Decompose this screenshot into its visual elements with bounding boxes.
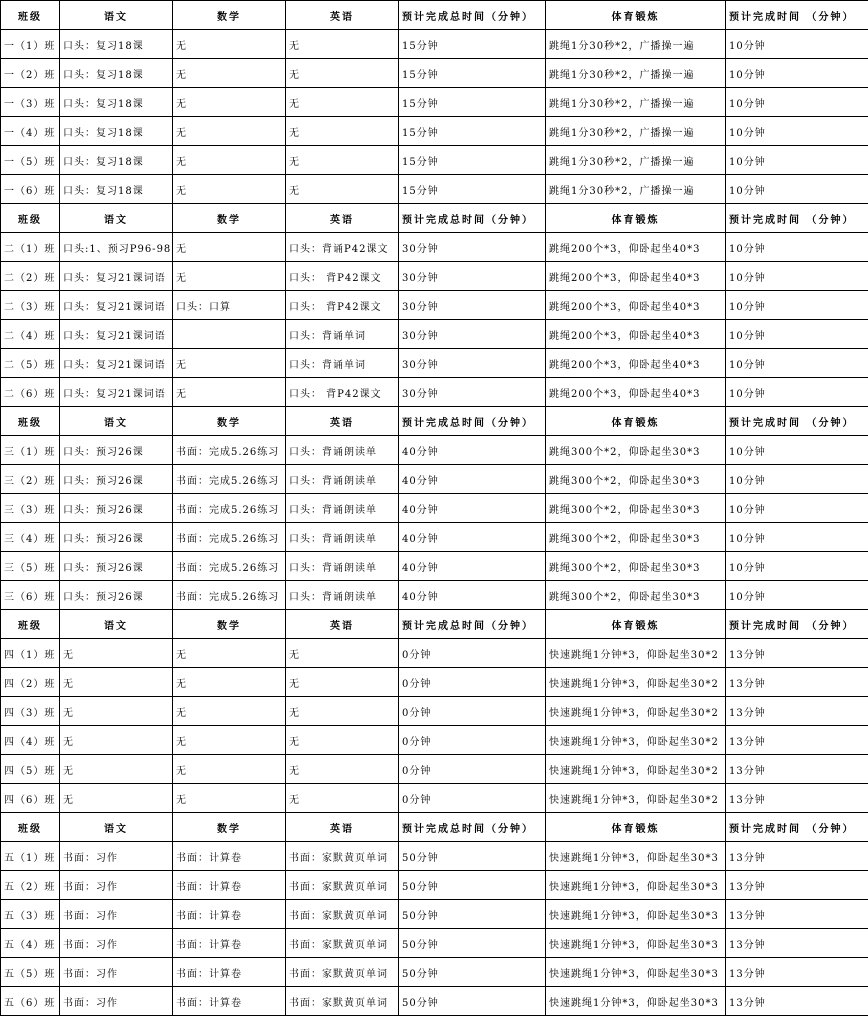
table-row — [1, 755, 868, 784]
cell-pe-time: 10分钟 — [726, 175, 868, 204]
cell-total-time: 40分钟 — [399, 436, 546, 465]
header-total-time: 预计完成总时间（分钟） — [399, 1, 546, 30]
cell-class: 五（4）班 — [1, 929, 60, 958]
cell-math: 书面：计算卷 — [173, 842, 286, 871]
cell-chinese: 口头：预习26课 — [60, 523, 173, 552]
cell-class: 二（3）班 — [1, 291, 60, 320]
cell-class: 四（5）班 — [1, 755, 60, 784]
header-class: 班级 — [1, 407, 60, 436]
cell-chinese: 书面：习作 — [60, 987, 173, 1016]
cell-pe-time: 10分钟 — [726, 320, 868, 349]
cell-pe-time: 10分钟 — [726, 378, 868, 407]
cell-pe-exercise: 快速跳绳1分钟*3，仰卧起坐30*2 — [546, 697, 726, 726]
table-row — [1, 639, 868, 668]
cell-english: 书面：家默黄页单词 — [286, 871, 399, 900]
cell-class: 二（6）班 — [1, 378, 60, 407]
cell-pe-time: 10分钟 — [726, 233, 868, 262]
table-row — [1, 146, 868, 175]
cell-class: 四（2）班 — [1, 668, 60, 697]
header-class: 班级 — [1, 1, 60, 30]
table-row — [1, 436, 868, 465]
cell-math: 无 — [173, 349, 286, 378]
cell-class: 五（3）班 — [1, 900, 60, 929]
cell-english: 无 — [286, 175, 399, 204]
cell-pe-exercise: 跳绳1分30秒*2，广播操一遍 — [546, 117, 726, 146]
cell-total-time: 0分钟 — [399, 668, 546, 697]
cell-total-time: 15分钟 — [399, 88, 546, 117]
table-row — [1, 987, 868, 1016]
table-row — [1, 929, 868, 958]
cell-math: 书面：计算卷 — [173, 987, 286, 1016]
cell-pe-time: 13分钟 — [726, 784, 868, 813]
cell-english: 口头： 背P42课文 — [286, 291, 399, 320]
header-pe-exercise: 体育锻炼 — [546, 407, 726, 436]
cell-pe-exercise: 快速跳绳1分钟*3，仰卧起坐30*3 — [546, 958, 726, 987]
cell-pe-time: 13分钟 — [726, 755, 868, 784]
cell-pe-time: 10分钟 — [726, 436, 868, 465]
cell-class: 四（6）班 — [1, 784, 60, 813]
cell-total-time: 0分钟 — [399, 639, 546, 668]
cell-total-time: 50分钟 — [399, 987, 546, 1016]
cell-english: 书面：家默黄页单词 — [286, 958, 399, 987]
cell-class: 二（5）班 — [1, 349, 60, 378]
cell-pe-time: 10分钟 — [726, 88, 868, 117]
cell-total-time: 50分钟 — [399, 842, 546, 871]
header-row — [1, 610, 868, 639]
cell-total-time: 40分钟 — [399, 581, 546, 610]
cell-chinese: 口头：复习21课词语 — [60, 320, 173, 349]
table-row — [1, 175, 868, 204]
cell-pe-time: 10分钟 — [726, 59, 868, 88]
header-row — [1, 407, 868, 436]
header-pe-time: 预计完成时间 （分钟） — [726, 813, 868, 842]
header-row — [1, 813, 868, 842]
cell-total-time: 50分钟 — [399, 900, 546, 929]
cell-chinese: 书面：习作 — [60, 929, 173, 958]
cell-class: 五（1）班 — [1, 842, 60, 871]
cell-class: 一（4）班 — [1, 117, 60, 146]
cell-pe-time: 13分钟 — [726, 668, 868, 697]
cell-total-time: 15分钟 — [399, 117, 546, 146]
cell-chinese: 口头：复习18课 — [60, 175, 173, 204]
cell-pe-exercise: 跳绳300个*2，仰卧起坐30*3 — [546, 581, 726, 610]
cell-math: 无 — [173, 378, 286, 407]
cell-chinese: 无 — [60, 784, 173, 813]
cell-class: 五（6）班 — [1, 987, 60, 1016]
cell-math: 无 — [173, 59, 286, 88]
header-pe-time: 预计完成时间 （分钟） — [726, 610, 868, 639]
header-english: 英语 — [286, 204, 399, 233]
table-row — [1, 262, 868, 291]
cell-pe-exercise: 快速跳绳1分钟*3，仰卧起坐30*3 — [546, 871, 726, 900]
header-pe-exercise: 体育锻炼 — [546, 813, 726, 842]
cell-english: 口头：背诵单词 — [286, 349, 399, 378]
cell-math: 无 — [173, 639, 286, 668]
cell-math: 书面：完成5.26练习 — [173, 552, 286, 581]
cell-pe-exercise: 快速跳绳1分钟*3，仰卧起坐30*2 — [546, 755, 726, 784]
cell-pe-exercise: 快速跳绳1分钟*3，仰卧起坐30*2 — [546, 726, 726, 755]
header-chinese: 语文 — [60, 407, 173, 436]
cell-english: 口头：背诵朗读单 — [286, 465, 399, 494]
cell-english: 无 — [286, 639, 399, 668]
cell-chinese: 书面：习作 — [60, 842, 173, 871]
cell-pe-exercise: 跳绳200个*3，仰卧起坐40*3 — [546, 262, 726, 291]
cell-pe-exercise: 跳绳1分30秒*2，广播操一遍 — [546, 30, 726, 59]
cell-total-time: 50分钟 — [399, 929, 546, 958]
cell-english: 书面：家默黄页单词 — [286, 987, 399, 1016]
cell-class: 一（3）班 — [1, 88, 60, 117]
cell-total-time: 0分钟 — [399, 784, 546, 813]
header-math: 数学 — [173, 407, 286, 436]
cell-chinese: 口头：复习21课词语 — [60, 378, 173, 407]
table-row — [1, 320, 868, 349]
cell-class: 二（1）班 — [1, 233, 60, 262]
cell-pe-time: 13分钟 — [726, 958, 868, 987]
table-row — [1, 30, 868, 59]
header-class: 班级 — [1, 610, 60, 639]
cell-total-time: 0分钟 — [399, 755, 546, 784]
header-row — [1, 1, 868, 30]
table-row — [1, 581, 868, 610]
cell-math: 无 — [173, 233, 286, 262]
header-english: 英语 — [286, 813, 399, 842]
table-row — [1, 378, 868, 407]
cell-chinese: 无 — [60, 726, 173, 755]
cell-total-time: 30分钟 — [399, 233, 546, 262]
cell-math: 书面：完成5.26练习 — [173, 581, 286, 610]
cell-class: 三（6）班 — [1, 581, 60, 610]
cell-chinese: 无 — [60, 668, 173, 697]
cell-english: 书面：家默黄页单词 — [286, 842, 399, 871]
cell-math: 无 — [173, 697, 286, 726]
header-chinese: 语文 — [60, 1, 173, 30]
cell-english: 无 — [286, 59, 399, 88]
cell-chinese: 口头：预习26课 — [60, 465, 173, 494]
cell-english: 无 — [286, 117, 399, 146]
cell-chinese: 书面：习作 — [60, 871, 173, 900]
cell-english: 口头：背诵朗读单 — [286, 494, 399, 523]
header-english: 英语 — [286, 407, 399, 436]
cell-english: 无 — [286, 668, 399, 697]
cell-math: 无 — [173, 755, 286, 784]
cell-total-time: 30分钟 — [399, 291, 546, 320]
cell-pe-exercise: 快速跳绳1分钟*3，仰卧起坐30*3 — [546, 987, 726, 1016]
cell-math: 书面：计算卷 — [173, 929, 286, 958]
cell-math: 书面：完成5.26练习 — [173, 465, 286, 494]
cell-class: 四（4）班 — [1, 726, 60, 755]
cell-pe-exercise: 快速跳绳1分钟*3，仰卧起坐30*2 — [546, 668, 726, 697]
cell-class: 二（4）班 — [1, 320, 60, 349]
cell-class: 五（2）班 — [1, 871, 60, 900]
cell-english: 无 — [286, 697, 399, 726]
cell-pe-time: 10分钟 — [726, 523, 868, 552]
cell-pe-time: 10分钟 — [726, 30, 868, 59]
header-row — [1, 204, 868, 233]
cell-pe-time: 10分钟 — [726, 494, 868, 523]
header-class: 班级 — [1, 813, 60, 842]
cell-pe-time: 10分钟 — [726, 117, 868, 146]
header-pe-exercise: 体育锻炼 — [546, 1, 726, 30]
cell-total-time: 40分钟 — [399, 465, 546, 494]
cell-total-time: 0分钟 — [399, 726, 546, 755]
header-math: 数学 — [173, 610, 286, 639]
cell-chinese: 口头：复习21课词语 — [60, 349, 173, 378]
cell-english: 无 — [286, 726, 399, 755]
cell-chinese: 书面：习作 — [60, 958, 173, 987]
cell-english: 口头：背诵朗读单 — [286, 436, 399, 465]
cell-chinese: 口头：复习18课 — [60, 146, 173, 175]
cell-english: 书面：家默黄页单词 — [286, 929, 399, 958]
table-row — [1, 784, 868, 813]
cell-pe-exercise: 跳绳1分30秒*2，广播操一遍 — [546, 146, 726, 175]
cell-total-time: 30分钟 — [399, 349, 546, 378]
cell-total-time: 30分钟 — [399, 378, 546, 407]
cell-pe-exercise: 跳绳200个*3，仰卧起坐40*3 — [546, 320, 726, 349]
cell-english: 口头：背诵朗读单 — [286, 581, 399, 610]
cell-class: 一（6）班 — [1, 175, 60, 204]
table-row — [1, 871, 868, 900]
table-row — [1, 494, 868, 523]
cell-chinese: 口头：复习18课 — [60, 59, 173, 88]
cell-math: 书面：计算卷 — [173, 871, 286, 900]
cell-math: 无 — [173, 668, 286, 697]
table-row — [1, 465, 868, 494]
cell-chinese: 无 — [60, 697, 173, 726]
table-row — [1, 552, 868, 581]
cell-class: 四（3）班 — [1, 697, 60, 726]
header-total-time: 预计完成总时间（分钟） — [399, 204, 546, 233]
cell-pe-exercise: 跳绳300个*2，仰卧起坐30*3 — [546, 436, 726, 465]
cell-chinese: 口头：预习26课 — [60, 494, 173, 523]
header-chinese: 语文 — [60, 813, 173, 842]
header-class: 班级 — [1, 204, 60, 233]
table-body — [1, 1, 868, 1016]
cell-math: 无 — [173, 88, 286, 117]
cell-pe-exercise: 快速跳绳1分钟*3，仰卧起坐30*3 — [546, 842, 726, 871]
cell-pe-exercise: 跳绳200个*3，仰卧起坐40*3 — [546, 378, 726, 407]
cell-english: 无 — [286, 784, 399, 813]
cell-pe-time: 13分钟 — [726, 842, 868, 871]
cell-pe-exercise: 跳绳200个*3，仰卧起坐40*3 — [546, 349, 726, 378]
cell-class: 一（2）班 — [1, 59, 60, 88]
table-row — [1, 900, 868, 929]
cell-english: 口头： 背P42课文 — [286, 262, 399, 291]
cell-pe-time: 10分钟 — [726, 291, 868, 320]
cell-chinese: 口头：预习26课 — [60, 552, 173, 581]
cell-pe-time: 13分钟 — [726, 929, 868, 958]
cell-class: 四（1）班 — [1, 639, 60, 668]
cell-pe-exercise: 跳绳300个*2，仰卧起坐30*3 — [546, 494, 726, 523]
cell-pe-time: 10分钟 — [726, 581, 868, 610]
cell-pe-exercise: 跳绳200个*3，仰卧起坐40*3 — [546, 233, 726, 262]
cell-total-time: 15分钟 — [399, 175, 546, 204]
cell-chinese: 口头：预习26课 — [60, 436, 173, 465]
cell-math: 口头：口算 — [173, 291, 286, 320]
cell-chinese: 口头：预习26课 — [60, 581, 173, 610]
cell-class: 三（5）班 — [1, 552, 60, 581]
cell-total-time: 15分钟 — [399, 146, 546, 175]
cell-math: 无 — [173, 146, 286, 175]
cell-total-time: 50分钟 — [399, 871, 546, 900]
header-total-time: 预计完成总时间（分钟） — [399, 813, 546, 842]
cell-math: 书面：计算卷 — [173, 900, 286, 929]
cell-pe-exercise: 跳绳1分30秒*2，广播操一遍 — [546, 175, 726, 204]
cell-pe-time: 13分钟 — [726, 639, 868, 668]
cell-pe-exercise: 快速跳绳1分钟*3，仰卧起坐30*2 — [546, 784, 726, 813]
header-chinese: 语文 — [60, 204, 173, 233]
cell-math: 书面：计算卷 — [173, 958, 286, 987]
cell-math: 无 — [173, 30, 286, 59]
cell-pe-time: 13分钟 — [726, 900, 868, 929]
header-math: 数学 — [173, 1, 286, 30]
cell-pe-time: 10分钟 — [726, 349, 868, 378]
cell-english: 口头：背诵单词 — [286, 320, 399, 349]
cell-total-time: 40分钟 — [399, 494, 546, 523]
cell-chinese: 书面：习作 — [60, 900, 173, 929]
table-row — [1, 117, 868, 146]
cell-pe-exercise: 跳绳1分30秒*2，广播操一遍 — [546, 88, 726, 117]
header-math: 数学 — [173, 204, 286, 233]
cell-chinese: 无 — [60, 755, 173, 784]
cell-pe-time: 10分钟 — [726, 552, 868, 581]
cell-pe-exercise: 跳绳200个*3，仰卧起坐40*3 — [546, 291, 726, 320]
table-row — [1, 349, 868, 378]
cell-pe-time: 13分钟 — [726, 871, 868, 900]
cell-english: 无 — [286, 146, 399, 175]
cell-math: 书面：完成5.26练习 — [173, 523, 286, 552]
cell-chinese: 口头：复习21课词语 — [60, 262, 173, 291]
table-row — [1, 958, 868, 987]
cell-pe-time: 10分钟 — [726, 146, 868, 175]
cell-math: 无 — [173, 117, 286, 146]
table-row — [1, 697, 868, 726]
cell-math: 无 — [173, 262, 286, 291]
cell-english: 无 — [286, 88, 399, 117]
cell-total-time: 50分钟 — [399, 958, 546, 987]
cell-chinese: 口头：复习18课 — [60, 88, 173, 117]
cell-total-time: 40分钟 — [399, 552, 546, 581]
cell-english: 口头： 背P42课文 — [286, 378, 399, 407]
cell-pe-exercise: 跳绳300个*2，仰卧起坐30*3 — [546, 552, 726, 581]
cell-pe-exercise: 快速跳绳1分钟*3，仰卧起坐30*3 — [546, 900, 726, 929]
header-english: 英语 — [286, 610, 399, 639]
header-pe-time: 预计完成时间 （分钟） — [726, 407, 868, 436]
cell-class: 三（1）班 — [1, 436, 60, 465]
table-row — [1, 726, 868, 755]
cell-total-time: 40分钟 — [399, 523, 546, 552]
cell-class: 五（5）班 — [1, 958, 60, 987]
cell-pe-exercise: 跳绳300个*2，仰卧起坐30*3 — [546, 523, 726, 552]
cell-chinese: 口头：复习21课词语 — [60, 291, 173, 320]
cell-class: 三（2）班 — [1, 465, 60, 494]
cell-pe-time: 13分钟 — [726, 726, 868, 755]
cell-english: 无 — [286, 755, 399, 784]
cell-pe-time: 13分钟 — [726, 697, 868, 726]
cell-pe-time: 13分钟 — [726, 987, 868, 1016]
cell-math: 书面：完成5.26练习 — [173, 436, 286, 465]
cell-english: 口头：背诵P42课文 — [286, 233, 399, 262]
table-row — [1, 88, 868, 117]
table-row — [1, 291, 868, 320]
cell-class: 一（1）班 — [1, 30, 60, 59]
table-row — [1, 233, 868, 262]
table-row — [1, 842, 868, 871]
cell-class: 三（3）班 — [1, 494, 60, 523]
cell-english: 口头：背诵朗读单 — [286, 552, 399, 581]
cell-total-time: 30分钟 — [399, 262, 546, 291]
cell-english: 无 — [286, 30, 399, 59]
header-math: 数学 — [173, 813, 286, 842]
cell-pe-exercise: 快速跳绳1分钟*3，仰卧起坐30*3 — [546, 929, 726, 958]
cell-chinese: 口头：复习18课 — [60, 117, 173, 146]
header-total-time: 预计完成总时间（分钟） — [399, 610, 546, 639]
cell-math — [173, 320, 286, 349]
cell-chinese: 口头：复习18课 — [60, 30, 173, 59]
header-total-time: 预计完成总时间（分钟） — [399, 407, 546, 436]
cell-english: 口头：背诵朗读单 — [286, 523, 399, 552]
header-pe-exercise: 体育锻炼 — [546, 610, 726, 639]
cell-pe-exercise: 快速跳绳1分钟*3，仰卧起坐30*2 — [546, 639, 726, 668]
table-row — [1, 59, 868, 88]
header-pe-time: 预计完成时间 （分钟） — [726, 1, 868, 30]
cell-total-time: 15分钟 — [399, 30, 546, 59]
cell-english: 书面：家默黄页单词 — [286, 900, 399, 929]
cell-total-time: 30分钟 — [399, 320, 546, 349]
cell-math: 无 — [173, 784, 286, 813]
cell-math: 无 — [173, 726, 286, 755]
table-row — [1, 668, 868, 697]
cell-pe-time: 10分钟 — [726, 262, 868, 291]
cell-math: 书面：完成5.26练习 — [173, 494, 286, 523]
cell-total-time: 0分钟 — [399, 697, 546, 726]
cell-math: 无 — [173, 175, 286, 204]
cell-class: 二（2）班 — [1, 262, 60, 291]
header-english: 英语 — [286, 1, 399, 30]
cell-pe-exercise: 跳绳300个*2，仰卧起坐30*3 — [546, 465, 726, 494]
header-pe-time: 预计完成时间 （分钟） — [726, 204, 868, 233]
header-pe-exercise: 体育锻炼 — [546, 204, 726, 233]
header-chinese: 语文 — [60, 610, 173, 639]
cell-total-time: 15分钟 — [399, 59, 546, 88]
cell-pe-exercise: 跳绳1分30秒*2，广播操一遍 — [546, 59, 726, 88]
cell-chinese: 口头:1、预习P96-98 — [60, 233, 173, 262]
cell-class: 三（4）班 — [1, 523, 60, 552]
cell-class: 一（5）班 — [1, 146, 60, 175]
cell-chinese: 无 — [60, 639, 173, 668]
table-row — [1, 523, 868, 552]
cell-pe-time: 10分钟 — [726, 465, 868, 494]
